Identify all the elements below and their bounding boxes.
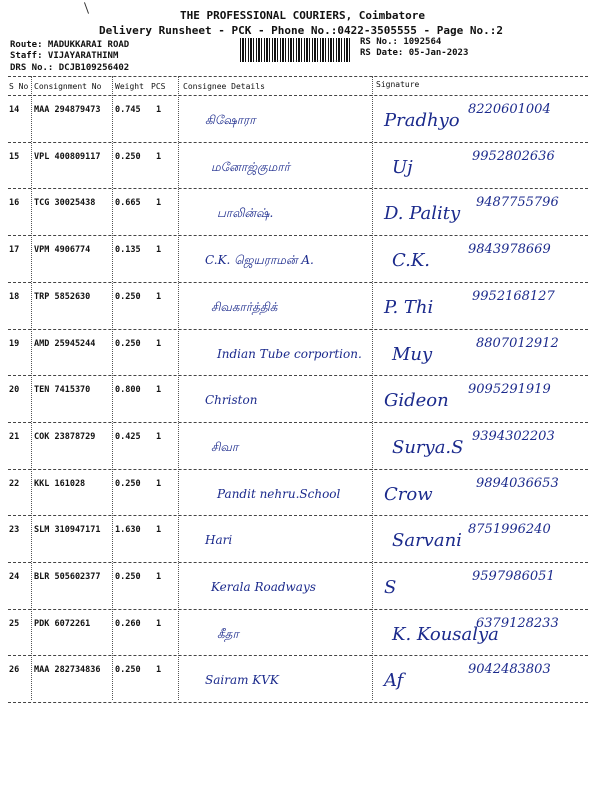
row-divider <box>8 562 588 563</box>
row-consignee: Pandit nehru.School <box>217 486 341 501</box>
row-weight: 0.665 <box>115 198 141 209</box>
row-pcs: 1 <box>156 151 162 162</box>
col-weight: Weight <box>115 82 144 91</box>
header-top-rule <box>8 76 588 77</box>
row-consignment: SLM 310947171 <box>34 525 101 536</box>
row-consignment: TCG 30025438 <box>34 198 96 209</box>
column-divider <box>112 76 113 700</box>
row-signature: P. Thi <box>384 296 434 318</box>
row-phone: 9042483803 <box>468 662 551 678</box>
row-signature: Sarvani <box>392 530 462 552</box>
row-phone: 9843978669 <box>468 242 551 258</box>
column-divider <box>31 76 32 700</box>
row-sno: 21 <box>9 431 20 442</box>
row-divider <box>8 469 588 470</box>
row-divider <box>8 609 588 610</box>
row-pcs: 1 <box>156 245 162 256</box>
column-divider <box>178 76 179 700</box>
pen-mark <box>84 2 89 14</box>
row-pcs: 1 <box>156 478 162 489</box>
row-sno: 20 <box>9 385 20 396</box>
row-pcs: 1 <box>156 665 162 676</box>
barcode <box>240 38 350 62</box>
row-signature: K. Kousalya <box>392 623 499 645</box>
row-weight: 0.250 <box>115 478 141 489</box>
row-divider <box>8 515 588 516</box>
row-phone: 9952802636 <box>472 148 555 164</box>
row-phone: 9487755796 <box>476 195 559 211</box>
row-phone: 9952168127 <box>472 288 555 304</box>
row-divider <box>8 655 588 656</box>
row-consignee: Indian Tube corportion. <box>217 346 362 361</box>
row-consignment: KKL 161028 <box>34 478 86 489</box>
rs-date: RS Date: 05-Jan-2023 <box>360 48 469 58</box>
row-weight: 0.250 <box>115 338 141 349</box>
col-consignee: Consignee Details <box>183 82 265 91</box>
row-consignment: VPM 4906774 <box>34 245 91 256</box>
row-signature: C.K. <box>392 250 431 272</box>
route-label: Route: MADUKKARAI ROAD <box>10 40 130 50</box>
drs-number: DRS No.: DCJB109256402 <box>10 63 130 73</box>
row-sno: 23 <box>9 525 20 536</box>
row-sno: 22 <box>9 478 20 489</box>
row-sno: 15 <box>9 151 20 162</box>
row-consignee: Hari <box>205 533 233 548</box>
row-pcs: 1 <box>156 385 162 396</box>
row-phone: 8751996240 <box>468 522 551 538</box>
staff-label: Staff: VIJAYARATHINM <box>10 51 119 61</box>
row-weight: 1.630 <box>115 525 141 536</box>
row-consignee: சிவா <box>211 439 239 454</box>
row-signature: S <box>384 577 397 598</box>
col-pcs: PCS <box>151 82 166 91</box>
row-consignment: MAA 282734836 <box>34 665 101 676</box>
row-pcs: 1 <box>156 572 162 582</box>
row-signature: Uj <box>392 156 413 178</box>
rs-number: RS No.: 1092564 <box>360 37 442 47</box>
row-weight: 0.800 <box>115 385 141 396</box>
row-consignment: TRP 5852630 <box>34 291 91 302</box>
row-signature: Gideon <box>384 390 449 412</box>
column-divider <box>372 76 373 700</box>
row-pcs: 1 <box>156 198 162 209</box>
row-consignment: TEN 7415370 <box>34 385 91 396</box>
row-pcs: 1 <box>156 618 162 629</box>
row-consignment: PDK 6072261 <box>34 618 91 629</box>
row-sno: 26 <box>9 665 20 676</box>
row-signature: Surya.S <box>392 436 464 458</box>
row-sno: 14 <box>9 105 20 115</box>
row-signature: Pradhyo <box>384 110 460 131</box>
row-weight: 0.250 <box>115 665 141 676</box>
row-phone: 8807012912 <box>476 335 559 351</box>
row-consignee: Sairam KVK <box>205 673 279 688</box>
row-weight: 0.745 <box>115 105 141 115</box>
row-sno: 19 <box>9 338 20 349</box>
row-signature: Muy <box>392 343 433 365</box>
row-divider <box>8 375 588 376</box>
row-phone: 8220601004 <box>468 102 551 117</box>
row-consignee: மனோஜ்குமார் <box>211 159 290 174</box>
row-consignment: AMD 25945244 <box>34 338 96 349</box>
row-consignee: Christon <box>205 393 258 408</box>
row-weight: 0.260 <box>115 618 141 629</box>
company-title: THE PROFESSIONAL COURIERS, Coimbatore <box>180 9 426 22</box>
header-bottom-rule <box>8 95 588 96</box>
row-pcs: 1 <box>156 291 162 302</box>
row-consignee: பாலின்ஷ். <box>217 206 274 221</box>
row-weight: 0.250 <box>115 291 141 302</box>
row-consignee: Kerala Roadways <box>211 580 316 594</box>
col-sno: S No <box>9 82 29 91</box>
row-consignee: C.K. ஜெயராமன் A. <box>205 253 314 268</box>
row-divider <box>8 329 588 330</box>
row-consignment: MAA 294879473 <box>34 105 101 115</box>
row-phone: 9894036653 <box>476 475 559 491</box>
row-divider <box>8 235 588 236</box>
row-pcs: 1 <box>156 431 162 442</box>
row-consignee: கிஷோரா <box>205 113 256 127</box>
row-consignment: BLR 505602377 <box>34 572 101 582</box>
row-sno: 24 <box>9 572 20 582</box>
row-phone: 9394302203 <box>472 428 555 444</box>
row-divider <box>8 702 588 703</box>
row-signature: D. Pality <box>384 203 461 225</box>
col-signature: Signature <box>376 80 420 89</box>
row-signature: Crow <box>384 483 433 505</box>
row-pcs: 1 <box>156 105 162 115</box>
row-sno: 16 <box>9 198 20 209</box>
row-pcs: 1 <box>156 338 162 349</box>
row-signature: Af <box>384 670 404 692</box>
row-weight: 0.250 <box>115 572 141 582</box>
row-divider <box>8 422 588 423</box>
row-divider <box>8 188 588 189</box>
row-divider <box>8 142 588 143</box>
runsheet-title: Delivery Runsheet - PCK - Phone No.:0422-3505555 - Page No.:2 <box>99 24 503 37</box>
row-phone: 6379128233 <box>476 615 559 631</box>
row-weight: 0.135 <box>115 245 141 256</box>
row-weight: 0.250 <box>115 151 141 162</box>
row-consignee: கீதா <box>217 626 239 641</box>
row-phone: 9597986051 <box>472 569 555 584</box>
row-consignee: சிவகார்த்திக் <box>211 299 278 314</box>
row-sno: 17 <box>9 245 20 256</box>
row-sno: 25 <box>9 618 20 629</box>
row-consignment: VPL 400809117 <box>34 151 101 162</box>
row-weight: 0.425 <box>115 431 141 442</box>
row-pcs: 1 <box>156 525 162 536</box>
col-consignment: Consignment No <box>34 82 102 91</box>
row-consignment: COK 23878729 <box>34 431 96 442</box>
row-sno: 18 <box>9 291 20 302</box>
row-divider <box>8 282 588 283</box>
row-phone: 9095291919 <box>468 382 551 398</box>
